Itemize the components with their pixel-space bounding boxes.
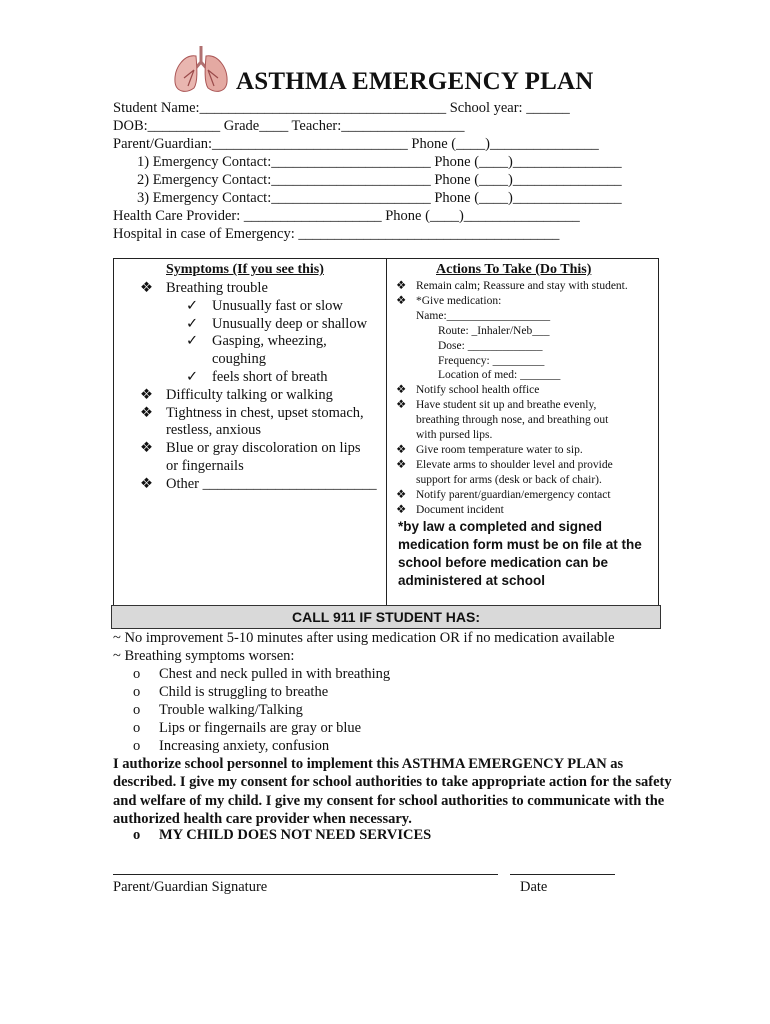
- diamond-bullet-icon: ❖: [396, 443, 407, 456]
- list-item-text: coughing: [212, 351, 266, 368]
- circle-bullet-icon: o: [133, 684, 141, 700]
- list-item-text: Document incident: [416, 503, 504, 516]
- symptom-item: [186, 350, 266, 368]
- signature-line[interactable]: [113, 874, 498, 875]
- list-item-text: Gasping, wheezing,: [212, 333, 327, 350]
- checkmark-icon: ✓: [186, 297, 199, 314]
- symptom-item: [140, 475, 377, 493]
- no-services-label: MY CHILD DOES NOT NEED SERVICES: [159, 827, 432, 843]
- action-item: [396, 413, 608, 428]
- emergency-contact-3-field[interactable]: 3) Emergency Contact:______________________ Phone (____)_______________: [137, 190, 622, 206]
- action-item: [396, 428, 492, 443]
- symptoms-heading: Symptoms (If you see this): [166, 262, 324, 277]
- action-item: [396, 398, 596, 413]
- list-item-text: Elevate arms to shoulder level and provide: [416, 458, 613, 471]
- diamond-bullet-icon: ❖: [396, 458, 407, 471]
- list-item-text: Difficulty talking or walking: [166, 386, 333, 403]
- diamond-bullet-icon: ❖: [396, 488, 407, 501]
- dob-grade-teacher-field[interactable]: DOB:__________ Grade____ Teacher:_________________: [113, 118, 465, 134]
- action-item: [396, 383, 539, 398]
- call-911-item: [133, 719, 361, 737]
- circle-bullet-icon: o: [133, 666, 141, 682]
- list-item-text: Notify school health office: [416, 384, 540, 397]
- checkmark-icon: ✓: [186, 369, 199, 385]
- column-divider: [386, 259, 387, 606]
- student-name-field[interactable]: Student Name:__________________________________ School year: ______: [113, 100, 570, 116]
- diamond-bullet-icon: ❖: [140, 404, 153, 421]
- list-item-text: or fingernails: [166, 458, 244, 474]
- call-911-line: ~ Breathing symptoms worsen:: [113, 648, 295, 664]
- list-item-text: breathing through nose, and breathing out: [416, 414, 609, 427]
- symptoms-actions-table: [113, 258, 659, 607]
- circle-bullet-icon: o: [133, 738, 141, 754]
- action-item: [396, 279, 628, 294]
- call-911-item-text: Child is struggling to breathe: [159, 684, 329, 700]
- list-item-text: Unusually deep or shallow: [212, 315, 368, 332]
- actions-heading: Actions To Take (Do This): [436, 262, 592, 277]
- date-label: Date: [520, 879, 548, 895]
- symptom-item: [186, 297, 343, 315]
- diamond-bullet-icon: ❖: [140, 280, 153, 296]
- list-item-text: Dose: _____________: [438, 339, 543, 352]
- symptom-item: [186, 315, 367, 333]
- list-item-text: *Give medication:: [416, 294, 502, 307]
- action-item: [396, 458, 613, 473]
- action-item: [418, 339, 542, 354]
- symptom-item: [186, 332, 327, 350]
- law-note: *by law a completed and signed medication form must be on file at the school before medication can be administered at school: [398, 519, 642, 588]
- call-911-line: ~ No improvement 5-10 minutes after using medication OR if no medication available: [113, 630, 615, 646]
- action-item: [396, 294, 501, 309]
- authorization-text: I authorize school personnel to implement this ASTHMA EMERGENCY PLAN as described. I give my consent for school authorities to take appropriate action for the safety and welfare of my child. I give my consent for school authorities to communicate with the authorized health care provider when necessary.: [113, 756, 672, 827]
- call-911-item: [133, 665, 390, 683]
- action-item: [396, 488, 611, 503]
- symptom-item: [140, 439, 361, 457]
- date-line[interactable]: [510, 874, 615, 875]
- parent-signature-label: Parent/Guardian Signature: [113, 879, 268, 895]
- action-item: [396, 309, 550, 324]
- diamond-bullet-icon: ❖: [140, 475, 153, 492]
- symptom-item: [140, 386, 333, 404]
- action-item: [418, 354, 544, 369]
- diamond-bullet-icon: ❖: [396, 384, 407, 397]
- checkmark-icon: ✓: [186, 333, 199, 350]
- list-item-text: Unusually fast or slow: [212, 297, 343, 314]
- symptom-item: [140, 279, 268, 297]
- call-911-item-text: Trouble walking/Talking: [159, 702, 303, 718]
- call-911-item-text: Chest and neck pulled in with breathing: [159, 666, 391, 682]
- call-911-item: [133, 683, 328, 701]
- symptom-item: [140, 457, 244, 475]
- diamond-bullet-icon: ❖: [396, 503, 407, 516]
- circle-bullet-icon: o: [133, 720, 141, 736]
- emergency-contact-1-field[interactable]: 1) Emergency Contact:______________________ Phone (____)_______________: [137, 154, 622, 170]
- symptom-item: [140, 404, 364, 422]
- list-item-text: Name:__________________: [416, 309, 551, 322]
- diamond-bullet-icon: ❖: [396, 280, 407, 292]
- action-item: [396, 443, 583, 458]
- no-services-option[interactable]: [133, 826, 431, 844]
- list-item-text: Give room temperature water to sip.: [416, 443, 583, 456]
- call-911-heading: CALL 911 IF STUDENT HAS:: [111, 605, 661, 629]
- action-item: [396, 473, 602, 488]
- call-911-item: [133, 737, 329, 755]
- health-care-provider-field[interactable]: Health Care Provider: ___________________ Phone (____)________________: [113, 208, 580, 224]
- hospital-field[interactable]: Hospital in case of Emergency: ____________________________________: [113, 226, 560, 242]
- action-item: [396, 503, 504, 518]
- list-item-text: Breathing trouble: [166, 280, 268, 296]
- parent-guardian-field[interactable]: Parent/Guardian:___________________________ Phone (____)_______________: [113, 136, 599, 152]
- circle-bullet-icon: o: [133, 702, 141, 718]
- list-item-text: restless, anxious: [166, 422, 262, 439]
- diamond-bullet-icon: ❖: [396, 399, 407, 412]
- call-911-item: [133, 701, 303, 719]
- list-item-text: Tightness in chest, upset stomach,: [166, 404, 364, 421]
- symptom-item: [186, 368, 328, 386]
- page-title: ASTHMA EMERGENCY PLAN: [236, 68, 594, 95]
- list-item-text: Have student sit up and breathe evenly,: [416, 399, 597, 412]
- emergency-contact-2-field[interactable]: 2) Emergency Contact:______________________ Phone (____)_______________: [137, 172, 622, 188]
- list-item-text: feels short of breath: [212, 369, 328, 385]
- list-item-text: support for arms (desk or back of chair).: [416, 473, 602, 486]
- lungs-icon: [170, 42, 232, 96]
- diamond-bullet-icon: ❖: [140, 386, 153, 403]
- action-item: [418, 368, 560, 383]
- list-item-text: Blue or gray discoloration on lips: [166, 440, 361, 457]
- diamond-bullet-icon: ❖: [396, 294, 407, 307]
- checkmark-icon: ✓: [186, 315, 199, 332]
- list-item-text: Remain calm; Reassure and stay with student.: [416, 280, 628, 292]
- list-item-text: Other ________________________: [166, 475, 377, 492]
- call-911-item-text: Lips or fingernails are gray or blue: [159, 720, 362, 736]
- list-item-text: Route: _Inhaler/Neb___: [438, 324, 550, 337]
- diamond-bullet-icon: ❖: [140, 440, 153, 457]
- symptom-item: [140, 421, 261, 439]
- action-item: [418, 324, 549, 339]
- list-item-text: with pursed lips.: [416, 429, 493, 441]
- list-item-text: Location of med: _______: [438, 369, 561, 382]
- option-bullet: o: [133, 827, 141, 843]
- list-item-text: Notify parent/guardian/emergency contact: [416, 488, 611, 501]
- call-911-item-text: Increasing anxiety, confusion: [159, 738, 330, 754]
- list-item-text: Frequency: _________: [438, 354, 545, 367]
